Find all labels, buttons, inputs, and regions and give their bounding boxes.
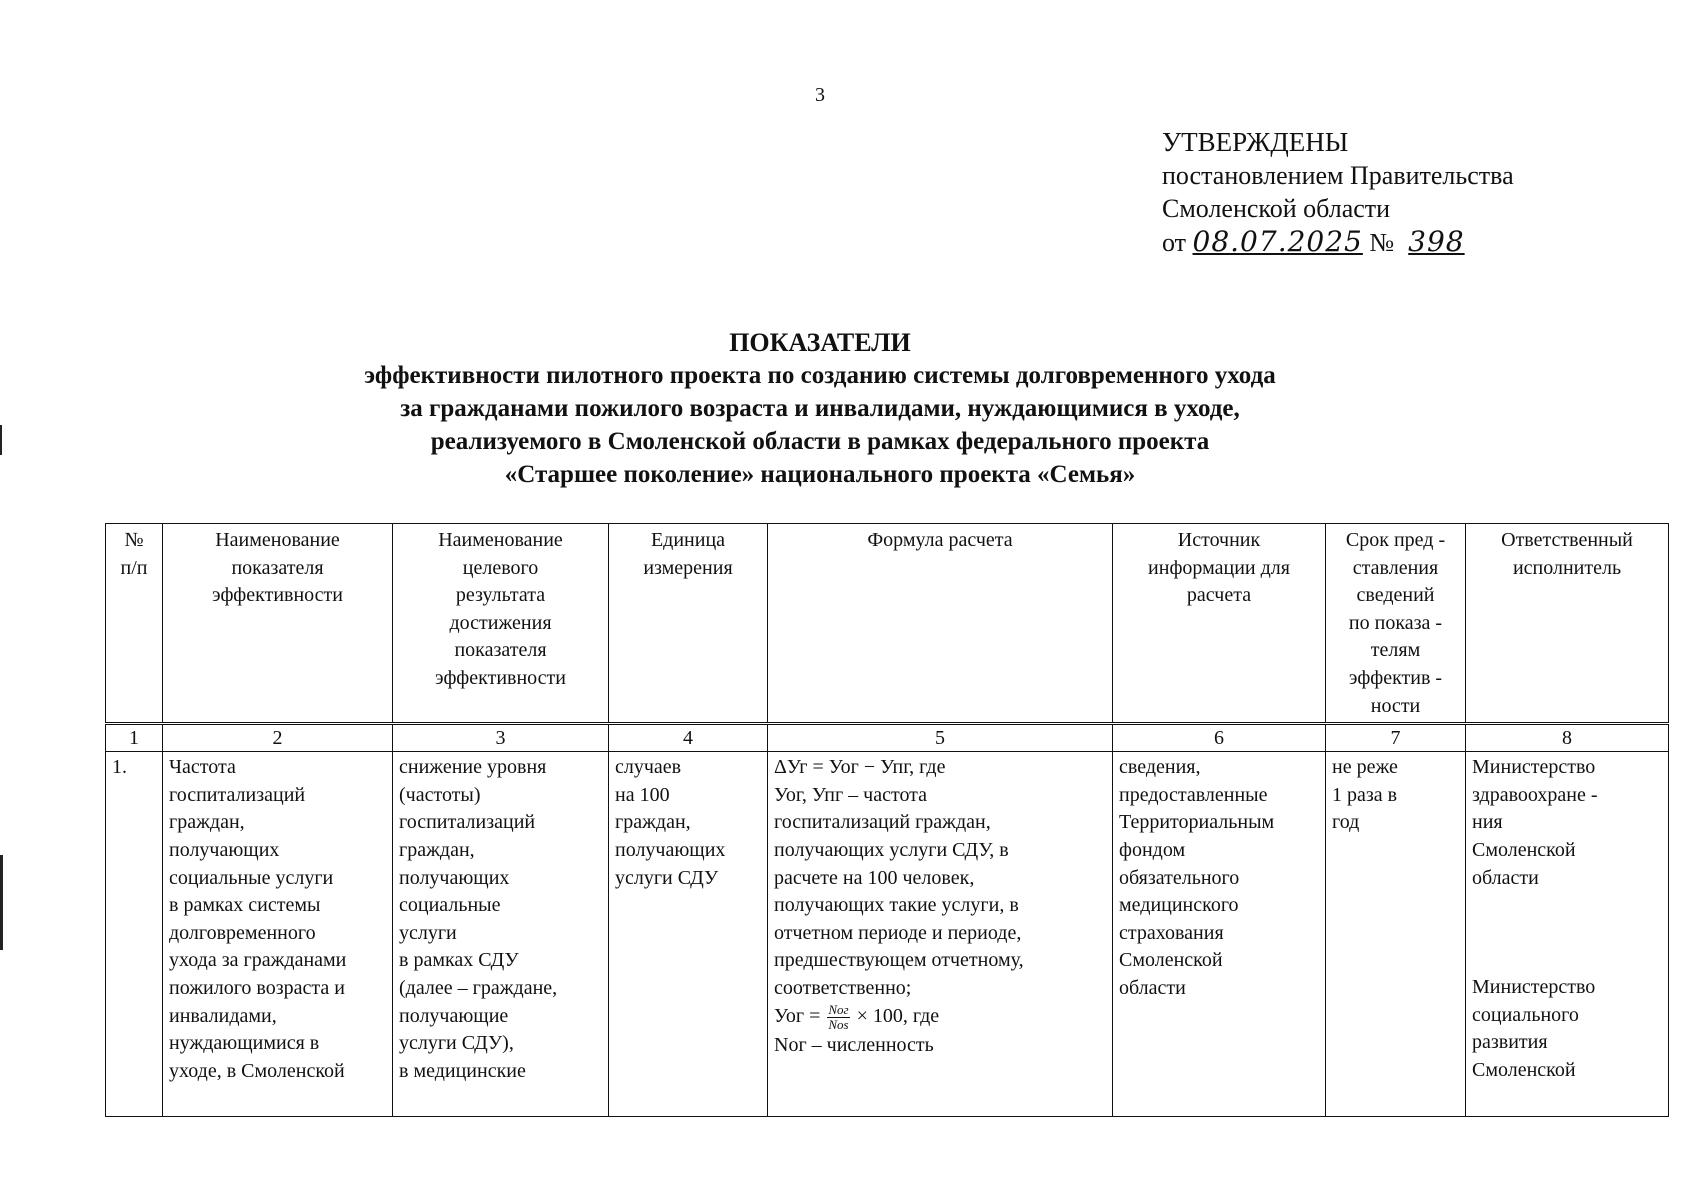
scan-edge-mark	[0, 425, 2, 455]
column-number: 8	[1466, 724, 1669, 752]
approval-date-line	[1162, 225, 1514, 259]
target-text: снижение уровня (частоты) госпитализаций граждан, получающих социальные услуги в рамках СДУ (далее – граждане, получающие услуги СДУ), в медицинские	[399, 756, 558, 1082]
unit-cell: случаев на 100 граждан, получающих услуги СДУ	[609, 752, 768, 1117]
indicators-table	[105, 523, 1669, 1117]
approval-line-1: постановлением Правительства	[1162, 161, 1514, 190]
column-number: 1	[106, 724, 163, 752]
executor-spacer	[1472, 892, 1662, 974]
equation-lhs: Уог =	[774, 1004, 821, 1027]
scan-edge-mark	[0, 855, 3, 950]
header-cell-formula: Формула расчета	[768, 524, 1113, 724]
page-number: 3	[815, 84, 825, 106]
equation-fraction	[827, 1003, 849, 1032]
formula-line-2: Уог, Упг – частота	[774, 783, 928, 806]
header-cell-executor: Ответственный исполнитель	[1466, 524, 1669, 724]
column-number: 3	[393, 724, 609, 752]
table-header-row	[106, 524, 1669, 724]
number-prefix: №	[1369, 228, 1395, 257]
formula-content	[774, 754, 1106, 1059]
source-cell: сведения, предоставленные Территориальным фондом обязательного медицинского страхования Смоленской области	[1113, 752, 1326, 1117]
table-row	[106, 752, 1669, 1117]
approval-stamp	[1162, 126, 1514, 259]
executor-cell	[1466, 752, 1669, 1117]
header-cell-number: № п/п	[106, 524, 163, 724]
formula-cell	[768, 752, 1113, 1117]
executor-health: Министерство здравоохране - ния Смоленской области	[1472, 756, 1598, 889]
title-line-3: реализуемого в Смоленской области в рамках федерального проекта	[430, 428, 1210, 455]
title-main: ПОКАЗАТЕЛИ	[729, 328, 911, 357]
indicator-text: Частота госпитализаций граждан, получающих социальные услуги в рамках системы долговременного ухода за гражданами пожилого возраста и инвалидами, нуждающимися в уходе, в Смоленской	[169, 756, 347, 1082]
fraction-denominator: Nos	[828, 1016, 849, 1032]
date-prefix: от	[1162, 228, 1187, 257]
executor-social: Министерство социального развития Смоленской	[1472, 976, 1596, 1081]
equation-rhs: × 100, где	[856, 1004, 940, 1027]
column-number: 5	[768, 724, 1113, 752]
header-cell-deadline: Срок пред - ставления сведений по показа - телям эффектив - ности	[1326, 524, 1466, 724]
title-line-2: за гражданами пожилого возраста и инвалидами, нуждающимися в уходе,	[400, 395, 1240, 422]
target-cell	[393, 752, 609, 1117]
approval-line-2: Смоленской области	[1162, 194, 1391, 223]
column-number: 4	[609, 724, 768, 752]
handwritten-date: 08.07.2025	[1192, 225, 1363, 258]
indicator-cell	[163, 752, 393, 1117]
column-number: 6	[1113, 724, 1326, 752]
title-line-1: эффективности пилотного проекта по созданию системы долговременного ухода	[364, 362, 1276, 389]
header-cell-source: Источник информации для расчета	[1113, 524, 1326, 724]
deadline-cell: не реже 1 раза в год	[1326, 752, 1466, 1117]
formula-equation	[774, 1003, 1106, 1032]
title-line-4: «Старшее поколение» национального проекта «Семья»	[504, 461, 1136, 488]
column-number: 2	[163, 724, 393, 752]
handwritten-number: 398	[1408, 225, 1465, 258]
column-number-row	[106, 724, 1669, 752]
fraction-numerator: Nог	[828, 1001, 849, 1017]
header-cell-target: Наименование целевого результата достижения показателя эффективности	[393, 524, 609, 724]
document-title	[120, 326, 1520, 491]
column-number: 7	[1326, 724, 1466, 752]
formula-description: госпитализаций граждан, получающих услуги СДУ, в расчете на 100 человек, получающих такие услуги, в отчетном периоде и периоде, предшествующем отчетному, соответственно;	[774, 811, 1024, 999]
header-cell-unit: Единица измерения	[609, 524, 768, 724]
row-number: 1.	[106, 752, 163, 1117]
formula-line-1: ΔУг = Уог − Упг, где	[774, 756, 946, 779]
formula-last-line: Nог – численность	[774, 1033, 934, 1056]
header-cell-indicator: Наименование показателя эффективности	[163, 524, 393, 724]
approval-heading: УТВЕРЖДЕНЫ	[1162, 127, 1349, 157]
